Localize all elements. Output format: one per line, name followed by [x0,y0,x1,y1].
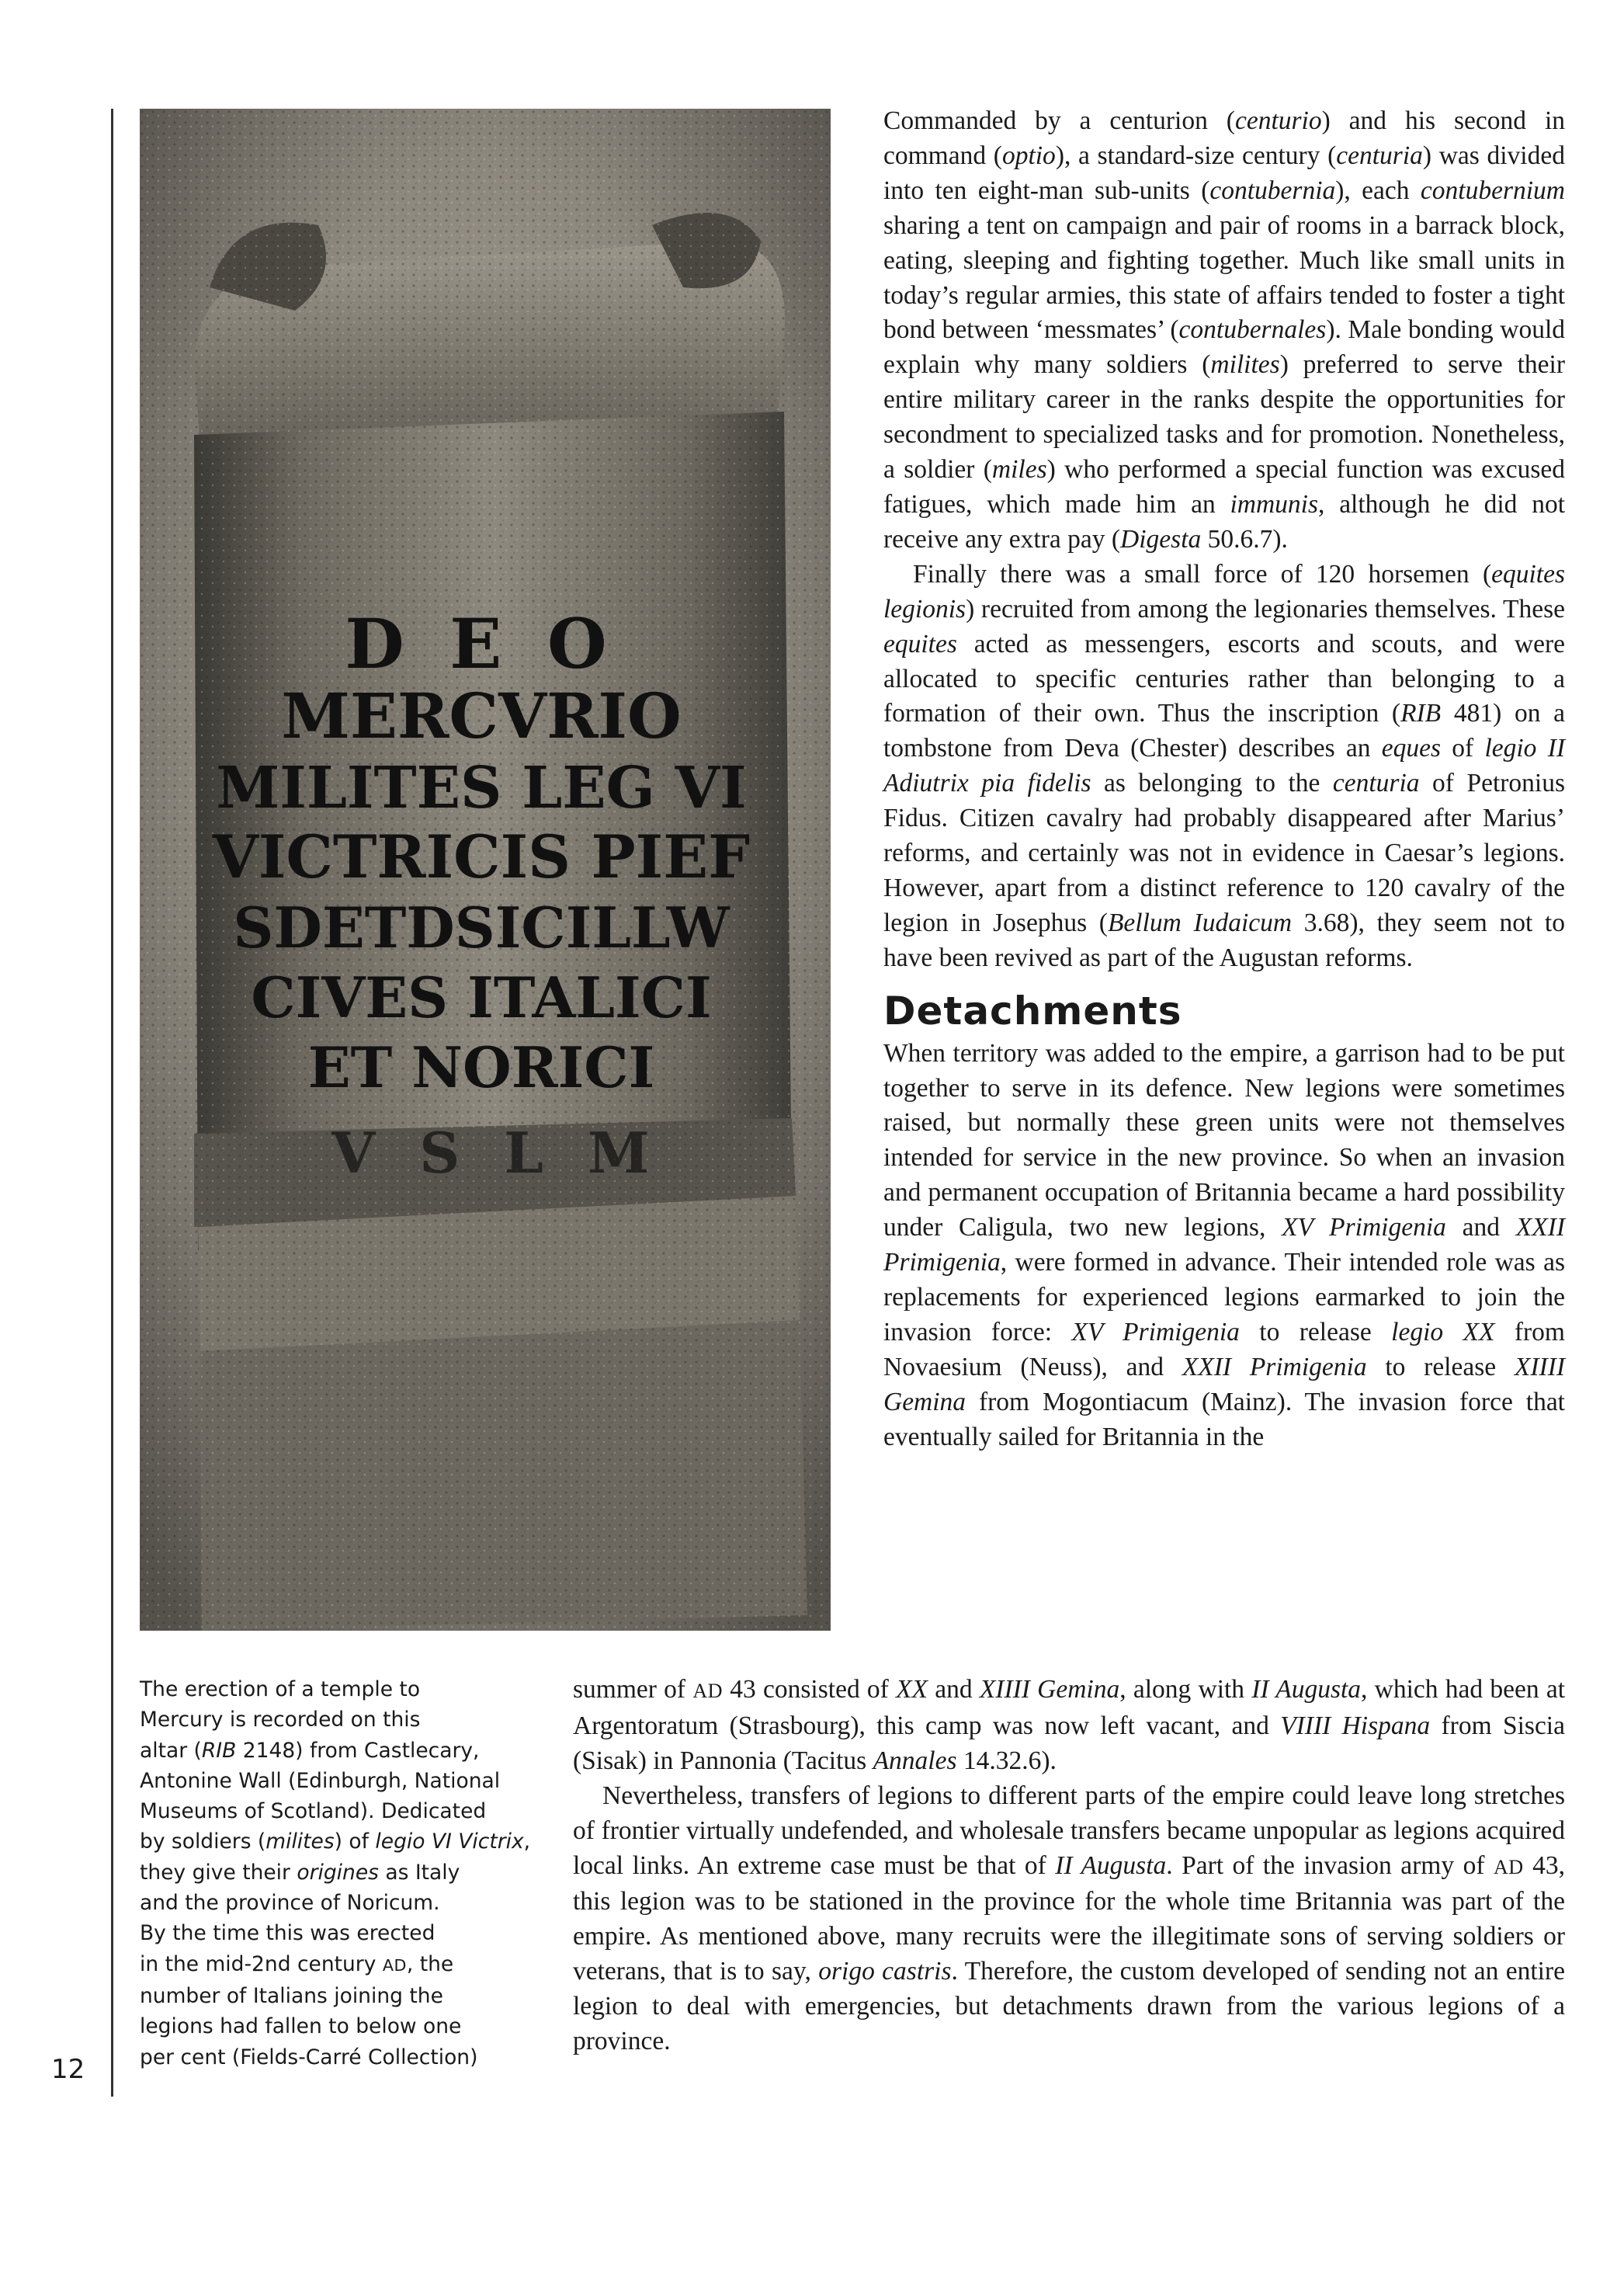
caption-line: and the province of Noricum. [140,1891,440,1916]
paragraph-equites: Finally there was a small force of 120 horsemen (equites legionis) recruited from among the legionaries themselves. These equites acted as messengers, escorts and scouts, and were allocated to specific centuries rather than belonging to a formation of their own. Thus the inscription (RIB 481) on a tombstone from Deva (Chester) describes an eques of legio II Adiutrix pia fidelis as belonging to the centuria of Petronius Fidus. Citizen cavalry had probably disappeared after Marius’ reforms, and certainly was not in evidence in Caesar’s legions. However, apart from a distinct reference to 120 cavalry of the legion in Josephus (Bellum Iudaicum 3.68), they seem not to have been revived as part of the Augustan reforms. [883,559,1566,972]
altar-photograph [140,109,831,1631]
caption-line: altar (RIB 2148) from Castlecary, [140,1738,480,1763]
inscription-line: ET NORICI [307,1034,655,1100]
paragraph-detachments: When territory was added to the empire, a garrison had to be put together to serve in its defence. New legions were sometimes raised, but normally these green units were not themselves intended for service in the new province. So when an invasion and permanent occupation of Britannia became a hard possibility under Caligula, two new legions, XV Primigenia and XXII Primigenia, were formed in advance. Their intended role was as replacements for experienced legions earmarked to join the invasion force: XV Primigenia to release legio XX from Novaesium (Neuss), and XXII Primigenia to release XIIII Gemina from Mogontiacum (Mainz). The invasion force that eventually sailed for Britannia in the [883,1038,1565,1451]
margin-rule [111,109,113,2097]
wide-column [573,1673,1565,2059]
caption-line: Museums of Scotland). Dedicated [140,1799,487,1824]
paragraph-transfers: Nevertheless, transfers of legions to different parts of the empire could leave long stretches of frontier virtually undefended, and wholesale transfers became unpopular as legions acquired local links. An extreme case must be that of II Augusta. Part of the invasion army of AD 43, this legion was to be stationed in the province for the whole time Britannia was part of the empire. As mentioned above, many recruits were the illegitimate sons of serving soldiers or veterans, that is to say, origo castris. Therefore, the custom developed of sending not an entire legion to deal with emergencies, but detachments drawn from the various legions of a province. [573,1781,1566,2056]
page-number: 12 [51,2054,85,2085]
figure-caption [140,1674,531,2073]
section-heading: Detachments [883,988,1182,1034]
caption-line: Mercury is recorded on this [140,1708,421,1732]
inscription-line: D E O [345,603,618,684]
altar-image [140,109,831,1631]
caption-line: per cent (Fields-Carré Collection) [140,2045,478,2069]
inscription-line: CIVES ITALICI [251,964,712,1030]
caption-line: they give their origines as Italy [140,1860,460,1885]
inscription-line: SDETDSICILLW [233,895,730,961]
paragraph-centuria: Commanded by a centurion (centurio) and his second in command (optio), a standard-size century (centuria) was divided into ten eight-man sub-units (contubernia), each contubernium sharing a tent on campaign and pair of rooms in a barrack block, eating, sleeping and fighting together. Much like small units in today’s regular armies, this state of affairs tended to foster a tight bond between ‘messmates’ (contubernales). Male bonding would explain why many soldiers (milites) preferred to serve their entire military career in the ranks despite the opportunities for secondment to specialized tasks and for promotion. Nonetheless, a soldier (miles) who performed a special function was excused fatigues, which made him an immunis, although he did not receive any extra pay (Digesta 50.6.7). [883,106,1566,554]
caption-line: in the mid-2nd century AD, the [140,1951,454,1976]
right-column [883,104,1565,1455]
inscription-line: MILITES LEG VI [216,755,747,822]
caption-line: number of Italians joining the [140,1983,443,2008]
caption-line: The erection of a temple to [140,1677,421,1701]
paragraph-invasion-force: summer of AD 43 consisted of XX and XIIII Gemina, along with II Augusta, which had been at Argentoratum (Strasbourg), this camp was now left vacant, and VIIII Hispana from Siscia (Sisak) in Pannonia (Tacitus Annales 14.32.6). [573,1675,1566,1775]
caption-line: By the time this was erected [140,1921,435,1946]
caption-line: Antonine Wall (Edinburgh, National [140,1768,501,1793]
inscription-line: MERCVRIO [281,679,682,752]
inscription-line: VICTRICIS PIEF [212,822,751,891]
caption-line: legions had fallen to below one [140,2014,462,2039]
caption-line: by soldiers (milites) of legio VI Victrix, [140,1829,531,1854]
inscription-line: V S L M [331,1120,662,1186]
